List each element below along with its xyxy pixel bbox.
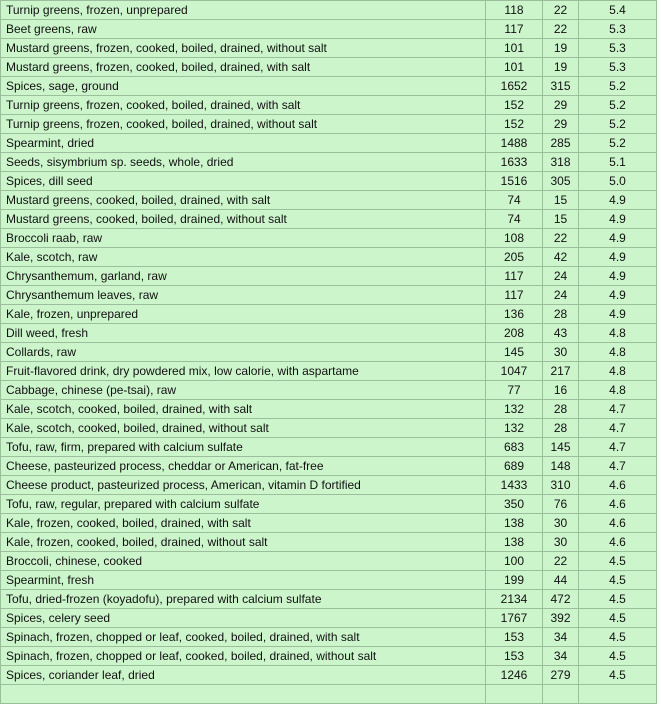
table-row[interactable] <box>1 153 657 172</box>
value-v2-cell: 19 <box>543 58 579 77</box>
value-v2-cell: 22 <box>543 229 579 248</box>
food-name-cell: Cheese product, pasteurized process, American, vitamin D fortified <box>1 476 486 495</box>
value-v1-cell: 208 <box>486 324 543 343</box>
food-name-cell: Turnip greens, frozen, cooked, boiled, drained, without salt <box>1 115 486 134</box>
food-name-cell: Kale, scotch, cooked, boiled, drained, without salt <box>1 419 486 438</box>
table-row[interactable] <box>1 457 657 476</box>
value-v1-cell: 1488 <box>486 134 543 153</box>
value-v3-cell: 5.3 <box>579 39 657 58</box>
filler-cell <box>486 685 543 704</box>
value-v2-cell: 28 <box>543 419 579 438</box>
value-v3-cell: 4.8 <box>579 324 657 343</box>
value-v2-cell: 145 <box>543 438 579 457</box>
value-v2-cell: 15 <box>543 210 579 229</box>
value-v2-cell: 43 <box>543 324 579 343</box>
value-v3-cell: 5.2 <box>579 96 657 115</box>
table-row[interactable] <box>1 381 657 400</box>
value-v1-cell: 1246 <box>486 666 543 685</box>
value-v3-cell: 4.5 <box>579 571 657 590</box>
food-name-cell: Spices, celery seed <box>1 609 486 628</box>
table-row[interactable] <box>1 571 657 590</box>
value-v3-cell: 4.9 <box>579 267 657 286</box>
value-v2-cell: 472 <box>543 590 579 609</box>
value-v2-cell: 15 <box>543 191 579 210</box>
table-row[interactable] <box>1 609 657 628</box>
table-row[interactable] <box>1 514 657 533</box>
food-name-cell: Fruit-flavored drink, dry powdered mix, low calorie, with aspartame <box>1 362 486 381</box>
value-v1-cell: 350 <box>486 495 543 514</box>
value-v2-cell: 310 <box>543 476 579 495</box>
food-name-cell: Chrysanthemum, garland, raw <box>1 267 486 286</box>
value-v1-cell: 2134 <box>486 590 543 609</box>
value-v1-cell: 117 <box>486 267 543 286</box>
food-name-cell: Mustard greens, cooked, boiled, drained, without salt <box>1 210 486 229</box>
value-v3-cell: 4.9 <box>579 248 657 267</box>
food-name-cell: Mustard greens, cooked, boiled, drained, with salt <box>1 191 486 210</box>
value-v2-cell: 22 <box>543 1 579 20</box>
table-row[interactable] <box>1 533 657 552</box>
value-v2-cell: 28 <box>543 400 579 419</box>
value-v2-cell: 30 <box>543 343 579 362</box>
value-v1-cell: 1652 <box>486 77 543 96</box>
value-v3-cell: 4.6 <box>579 514 657 533</box>
table-row[interactable] <box>1 590 657 609</box>
table-row[interactable] <box>1 343 657 362</box>
food-name-cell: Dill weed, fresh <box>1 324 486 343</box>
food-name-cell: Spices, coriander leaf, dried <box>1 666 486 685</box>
table-body <box>1 1 657 704</box>
value-v2-cell: 392 <box>543 609 579 628</box>
value-v3-cell: 5.1 <box>579 153 657 172</box>
value-v3-cell: 5.2 <box>579 115 657 134</box>
value-v1-cell: 132 <box>486 419 543 438</box>
value-v3-cell: 4.8 <box>579 343 657 362</box>
value-v1-cell: 153 <box>486 628 543 647</box>
value-v2-cell: 22 <box>543 552 579 571</box>
value-v1-cell: 683 <box>486 438 543 457</box>
table-bottom-filler <box>1 685 657 704</box>
value-v1-cell: 1047 <box>486 362 543 381</box>
value-v1-cell: 152 <box>486 96 543 115</box>
value-v3-cell: 4.5 <box>579 647 657 666</box>
value-v2-cell: 34 <box>543 628 579 647</box>
food-name-cell: Collards, raw <box>1 343 486 362</box>
table-row[interactable] <box>1 210 657 229</box>
value-v3-cell: 4.9 <box>579 305 657 324</box>
value-v3-cell: 4.6 <box>579 495 657 514</box>
food-name-cell: Kale, frozen, cooked, boiled, drained, with salt <box>1 514 486 533</box>
value-v3-cell: 4.8 <box>579 362 657 381</box>
value-v1-cell: 1516 <box>486 172 543 191</box>
value-v1-cell: 101 <box>486 39 543 58</box>
value-v3-cell: 4.9 <box>579 286 657 305</box>
value-v1-cell: 74 <box>486 191 543 210</box>
value-v1-cell: 117 <box>486 20 543 39</box>
value-v1-cell: 1633 <box>486 153 543 172</box>
value-v2-cell: 285 <box>543 134 579 153</box>
value-v1-cell: 199 <box>486 571 543 590</box>
table-row[interactable] <box>1 77 657 96</box>
value-v2-cell: 29 <box>543 115 579 134</box>
food-name-cell: Beet greens, raw <box>1 20 486 39</box>
table-row[interactable] <box>1 362 657 381</box>
value-v1-cell: 153 <box>486 647 543 666</box>
value-v1-cell: 77 <box>486 381 543 400</box>
table-row[interactable] <box>1 552 657 571</box>
table-row[interactable] <box>1 495 657 514</box>
food-name-cell: Turnip greens, frozen, cooked, boiled, drained, with salt <box>1 96 486 115</box>
value-v2-cell: 217 <box>543 362 579 381</box>
value-v3-cell: 4.5 <box>579 590 657 609</box>
value-v2-cell: 318 <box>543 153 579 172</box>
value-v1-cell: 101 <box>486 58 543 77</box>
food-name-cell: Turnip greens, frozen, unprepared <box>1 1 486 20</box>
value-v1-cell: 689 <box>486 457 543 476</box>
table-row[interactable] <box>1 400 657 419</box>
table-row[interactable] <box>1 324 657 343</box>
value-v3-cell: 5.4 <box>579 1 657 20</box>
value-v1-cell: 100 <box>486 552 543 571</box>
table-row[interactable] <box>1 20 657 39</box>
value-v1-cell: 136 <box>486 305 543 324</box>
table-row[interactable] <box>1 96 657 115</box>
table-row[interactable] <box>1 134 657 153</box>
value-v3-cell: 4.6 <box>579 533 657 552</box>
value-v1-cell: 152 <box>486 115 543 134</box>
filler-cell <box>579 685 657 704</box>
value-v3-cell: 4.7 <box>579 419 657 438</box>
food-name-cell: Tofu, dried-frozen (koyadofu), prepared with calcium sulfate <box>1 590 486 609</box>
food-name-cell: Spinach, frozen, chopped or leaf, cooked, boiled, drained, with salt <box>1 628 486 647</box>
table-row[interactable] <box>1 666 657 685</box>
value-v3-cell: 4.7 <box>579 457 657 476</box>
food-name-cell: Broccoli, chinese, cooked <box>1 552 486 571</box>
value-v2-cell: 24 <box>543 286 579 305</box>
food-name-cell: Kale, scotch, raw <box>1 248 486 267</box>
value-v2-cell: 76 <box>543 495 579 514</box>
food-name-cell: Seeds, sisymbrium sp. seeds, whole, dried <box>1 153 486 172</box>
value-v3-cell: 4.5 <box>579 552 657 571</box>
value-v1-cell: 74 <box>486 210 543 229</box>
table-row[interactable] <box>1 1 657 20</box>
filler-cell <box>543 685 579 704</box>
value-v2-cell: 42 <box>543 248 579 267</box>
value-v1-cell: 1767 <box>486 609 543 628</box>
value-v3-cell: 4.9 <box>579 191 657 210</box>
value-v2-cell: 24 <box>543 267 579 286</box>
food-name-cell: Spices, dill seed <box>1 172 486 191</box>
value-v3-cell: 5.2 <box>579 134 657 153</box>
value-v3-cell: 4.6 <box>579 476 657 495</box>
table-row[interactable] <box>1 286 657 305</box>
value-v1-cell: 138 <box>486 514 543 533</box>
value-v1-cell: 108 <box>486 229 543 248</box>
food-name-cell: Spearmint, fresh <box>1 571 486 590</box>
food-name-cell: Spearmint, dried <box>1 134 486 153</box>
table-row[interactable] <box>1 248 657 267</box>
value-v3-cell: 4.5 <box>579 628 657 647</box>
food-name-cell: Spices, sage, ground <box>1 77 486 96</box>
value-v1-cell: 205 <box>486 248 543 267</box>
value-v3-cell: 4.7 <box>579 400 657 419</box>
table-row[interactable] <box>1 305 657 324</box>
value-v3-cell: 4.5 <box>579 609 657 628</box>
value-v3-cell: 4.9 <box>579 210 657 229</box>
value-v3-cell: 4.5 <box>579 666 657 685</box>
value-v1-cell: 117 <box>486 286 543 305</box>
value-v2-cell: 28 <box>543 305 579 324</box>
value-v2-cell: 315 <box>543 77 579 96</box>
filler-cell <box>1 685 486 704</box>
value-v1-cell: 138 <box>486 533 543 552</box>
table-row[interactable] <box>1 647 657 666</box>
value-v2-cell: 30 <box>543 514 579 533</box>
value-v2-cell: 29 <box>543 96 579 115</box>
value-v2-cell: 305 <box>543 172 579 191</box>
table-row[interactable] <box>1 419 657 438</box>
food-name-cell: Mustard greens, frozen, cooked, boiled, drained, with salt <box>1 58 486 77</box>
value-v3-cell: 5.0 <box>579 172 657 191</box>
value-v2-cell: 19 <box>543 39 579 58</box>
table-row[interactable] <box>1 115 657 134</box>
value-v3-cell: 5.2 <box>579 77 657 96</box>
food-name-cell: Cheese, pasteurized process, cheddar or American, fat-free <box>1 457 486 476</box>
food-name-cell: Chrysanthemum leaves, raw <box>1 286 486 305</box>
food-name-cell: Spinach, frozen, chopped or leaf, cooked, boiled, drained, without salt <box>1 647 486 666</box>
food-name-cell: Broccoli raab, raw <box>1 229 486 248</box>
value-v2-cell: 34 <box>543 647 579 666</box>
value-v2-cell: 44 <box>543 571 579 590</box>
value-v3-cell: 5.3 <box>579 58 657 77</box>
value-v2-cell: 30 <box>543 533 579 552</box>
food-name-cell: Mustard greens, frozen, cooked, boiled, drained, without salt <box>1 39 486 58</box>
table-row[interactable] <box>1 191 657 210</box>
value-v1-cell: 132 <box>486 400 543 419</box>
value-v1-cell: 1433 <box>486 476 543 495</box>
value-v3-cell: 4.8 <box>579 381 657 400</box>
food-name-cell: Tofu, raw, regular, prepared with calcium sulfate <box>1 495 486 514</box>
food-name-cell: Tofu, raw, firm, prepared with calcium sulfate <box>1 438 486 457</box>
table-row[interactable] <box>1 267 657 286</box>
value-v2-cell: 22 <box>543 20 579 39</box>
food-name-cell: Cabbage, chinese (pe-tsai), raw <box>1 381 486 400</box>
value-v1-cell: 118 <box>486 1 543 20</box>
food-name-cell: Kale, frozen, unprepared <box>1 305 486 324</box>
table-row[interactable] <box>1 39 657 58</box>
table-row[interactable] <box>1 476 657 495</box>
value-v2-cell: 148 <box>543 457 579 476</box>
value-v2-cell: 16 <box>543 381 579 400</box>
table-row[interactable] <box>1 438 657 457</box>
value-v3-cell: 4.7 <box>579 438 657 457</box>
table-row[interactable] <box>1 229 657 248</box>
table-row[interactable] <box>1 172 657 191</box>
value-v3-cell: 5.3 <box>579 20 657 39</box>
table-row[interactable] <box>1 628 657 647</box>
value-v2-cell: 279 <box>543 666 579 685</box>
food-name-cell: Kale, frozen, cooked, boiled, drained, without salt <box>1 533 486 552</box>
table-row[interactable] <box>1 58 657 77</box>
value-v1-cell: 145 <box>486 343 543 362</box>
value-v3-cell: 4.9 <box>579 229 657 248</box>
food-name-cell: Kale, scotch, cooked, boiled, drained, with salt <box>1 400 486 419</box>
